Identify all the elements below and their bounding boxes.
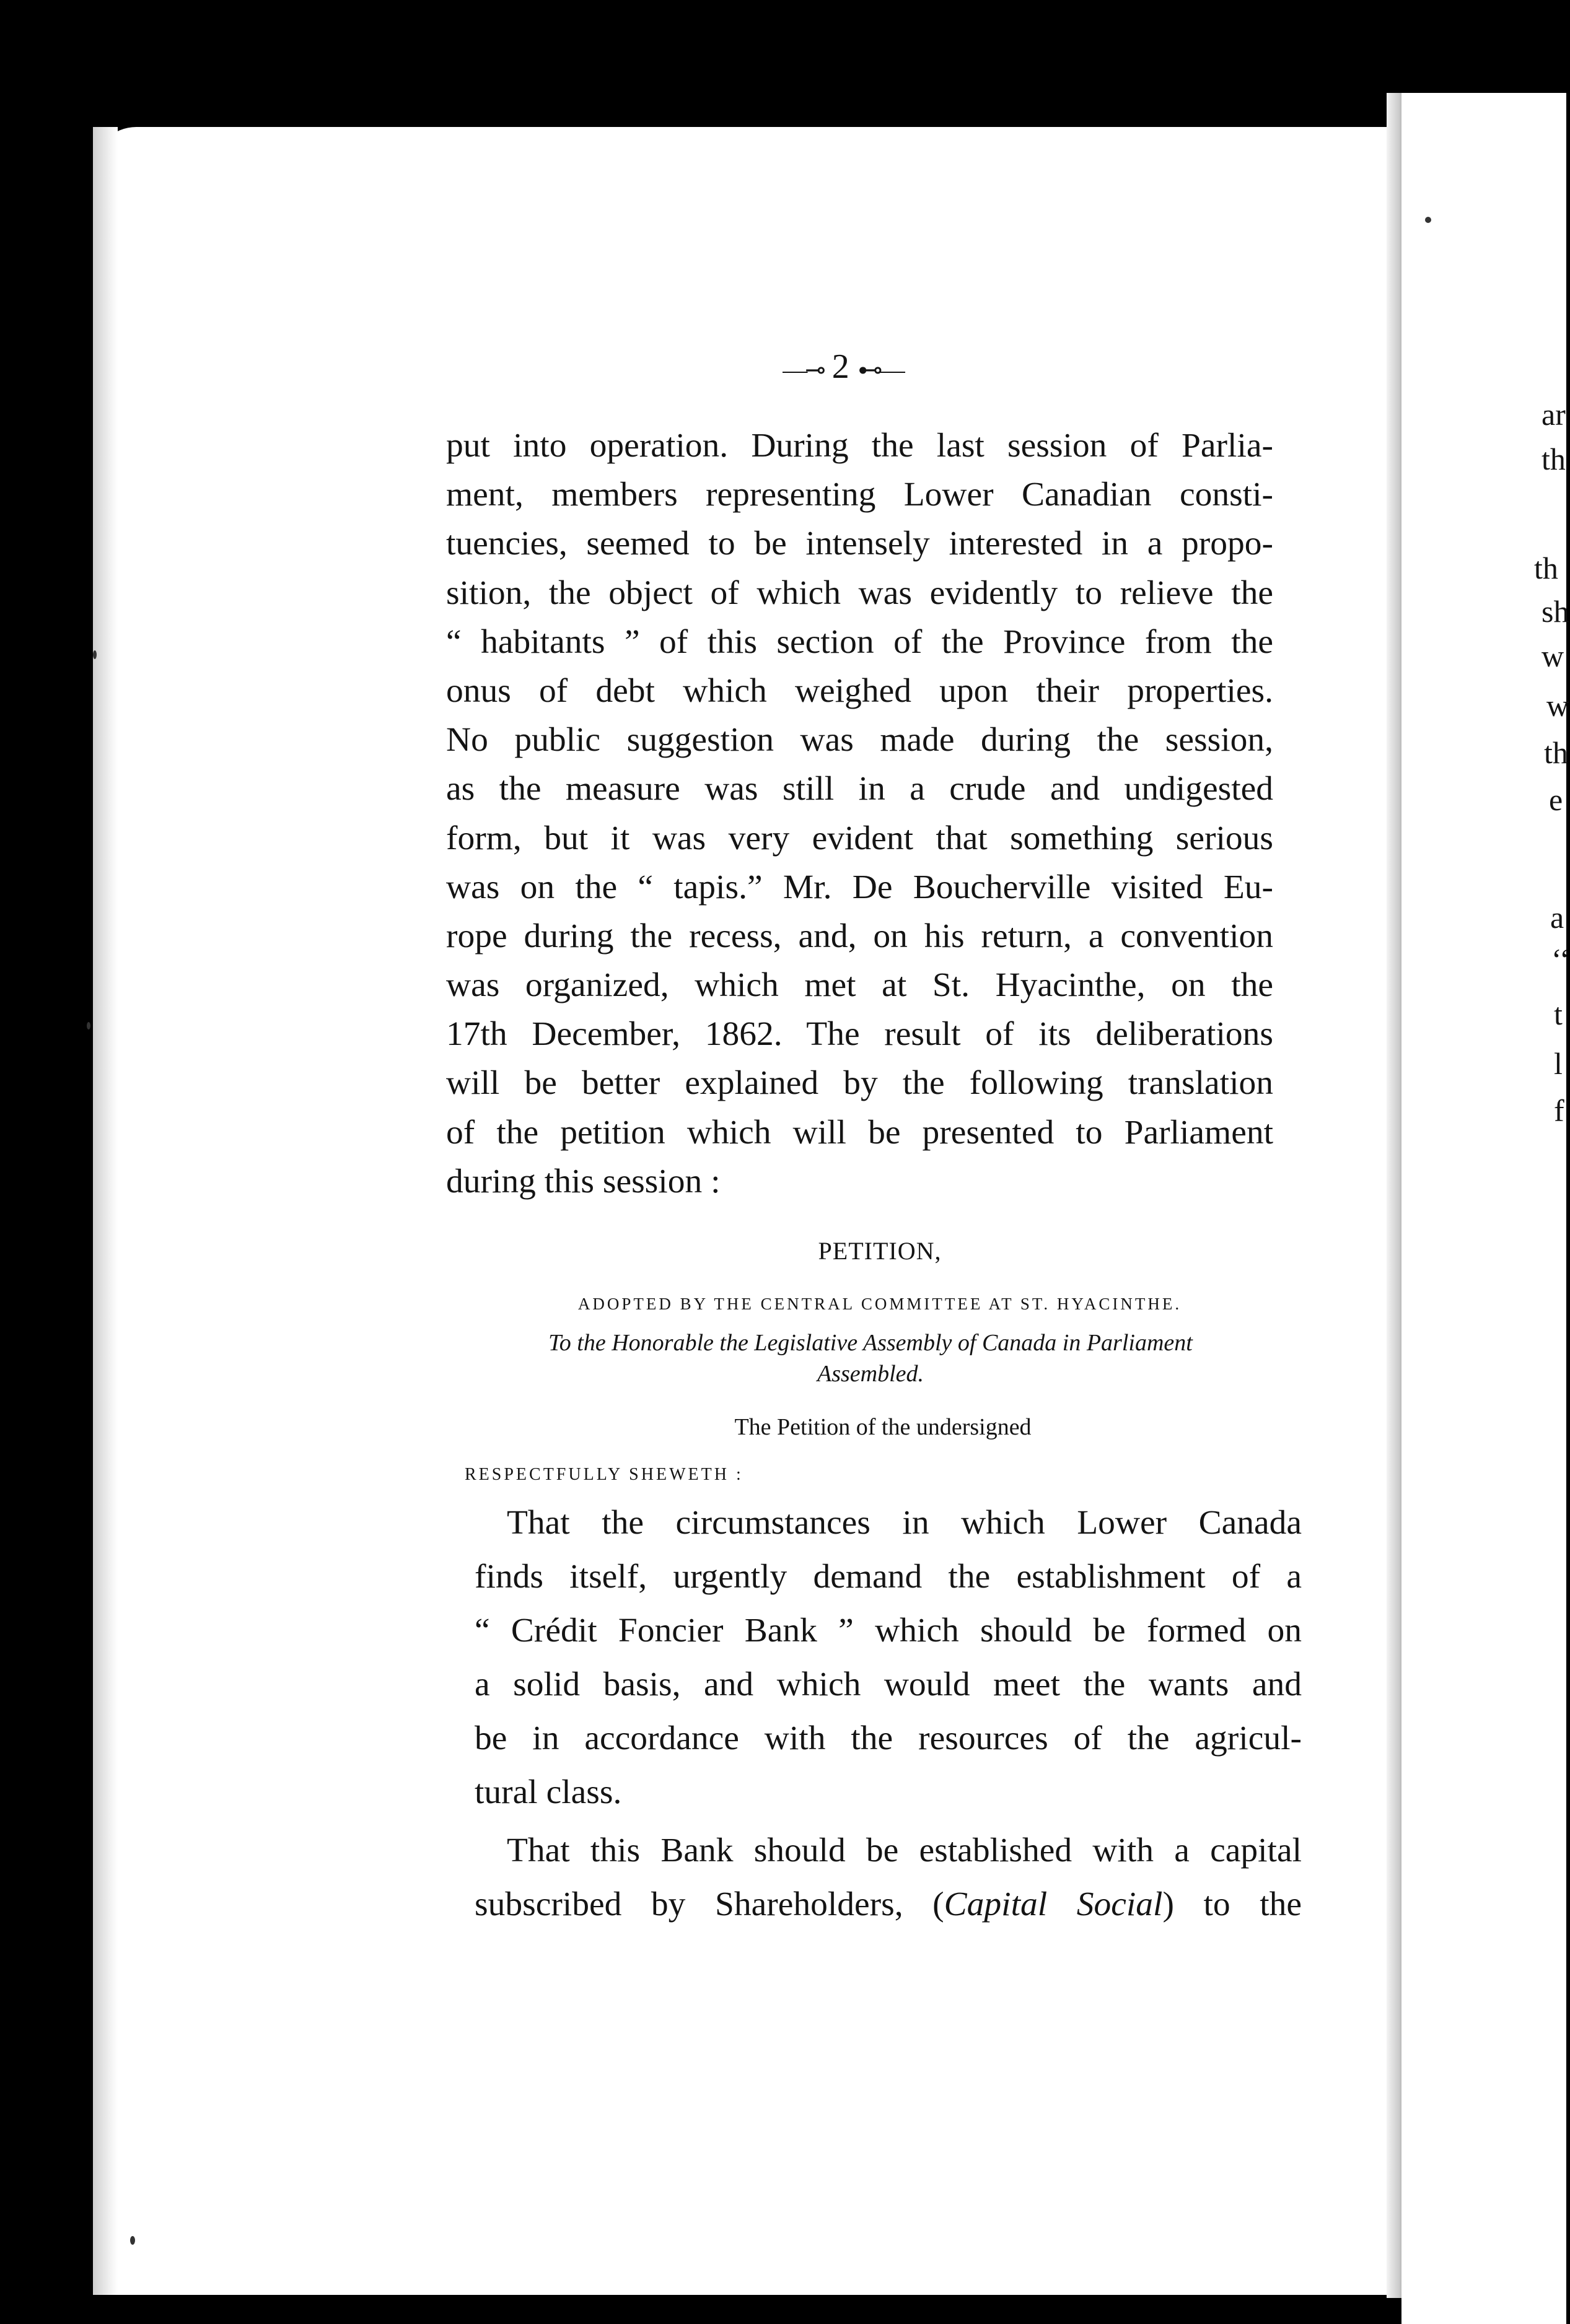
next-page-fragment: th — [1541, 442, 1566, 476]
scan-speck — [93, 650, 97, 659]
petition-of-undersigned: The Petition of the undersigned — [734, 1414, 1032, 1440]
petition-line: finds itself, urgently demand the establishment of a — [475, 1558, 1302, 1596]
petition-line: That the circumstances in which Lower Canada — [507, 1504, 1302, 1542]
respectfully-sheweth: RESPECTFULLY SHEWETH : — [465, 1465, 743, 1484]
petition-line: tural class. — [475, 1773, 622, 1811]
petition-title: PETITION, — [818, 1237, 942, 1265]
petition-line: That this Bank should be established with a capital — [507, 1832, 1302, 1869]
body-line: 17th December, 1862. The result of its deliberations — [446, 1015, 1273, 1054]
body-line: rope during the recess, and, on his return, a convention — [446, 917, 1273, 955]
body-line: form, but it was very evident that something serious — [446, 819, 1273, 857]
body-line: during this session : — [446, 1162, 721, 1200]
right-ornament-icon: ⊷— — [857, 356, 903, 384]
next-page-fragment: l — [1554, 1046, 1563, 1081]
next-page-fragment: ar — [1541, 397, 1566, 432]
page-number-text: 2 — [831, 347, 849, 386]
body-line: will be better explained by the following translation — [446, 1064, 1273, 1103]
body-line: was organized, which met at St. Hyacinthe, on the — [446, 966, 1273, 1005]
body-line: as the measure was still in a crude and undigested — [446, 770, 1273, 808]
scan-speck — [87, 1022, 90, 1029]
next-page-fragment: th — [1534, 551, 1558, 585]
petition-line-text: ) to the — [1162, 1885, 1302, 1923]
left-ornament-icon: —⊸ — [783, 356, 823, 384]
body-line: of the petition which will be presented to Parliament — [446, 1113, 1273, 1151]
petition-address-line: Assembled. — [817, 1361, 924, 1387]
body-line: tuencies, seemed to be intensely interested in a propo- — [446, 525, 1273, 563]
next-page-fragment: a — [1550, 900, 1564, 935]
capital-social-italic: Capital Social — [944, 1885, 1163, 1923]
scan-speck — [130, 2236, 135, 2245]
next-page-fragment: ‘‘ — [1551, 942, 1570, 977]
body-line: “ habitants ” of this section of the Province from the — [446, 622, 1273, 661]
next-page-fragment: t — [1554, 997, 1563, 1031]
body-paragraph — [446, 421, 1273, 1206]
next-page-fragment: w — [1546, 688, 1569, 723]
body-line: No public suggestion was made during the session, — [446, 721, 1273, 759]
petition-line — [475, 1877, 1302, 1931]
petition-address — [483, 1327, 1258, 1389]
petition-line: a solid basis, and which would meet the wants and — [475, 1666, 1302, 1703]
body-line: sition, the object of which was evidently to relieve the — [446, 574, 1273, 612]
next-page-fragment: f — [1554, 1093, 1564, 1128]
petition-adopted-by: ADOPTED BY THE CENTRAL COMMITTEE AT ST. HYACINTHE. — [577, 1295, 1182, 1313]
next-page-fragment: th — [1544, 735, 1568, 770]
petition-paragraph-2 — [475, 1824, 1302, 1931]
petition-line: be in accordance with the resources of the agricul- — [475, 1719, 1302, 1757]
body-line: ment, members representing Lower Canadian consti- — [446, 476, 1273, 514]
petition-body — [475, 1496, 1302, 1931]
page-number — [762, 347, 923, 387]
next-page-fragment: w — [1541, 639, 1564, 673]
body-line: onus of debt which weighed upon their properties. — [446, 671, 1273, 710]
next-page-fragment: e — [1549, 782, 1563, 817]
body-line: was on the “ tapis.” Mr. De Boucherville visited Eu- — [446, 868, 1273, 906]
body-line: put into operation. During the last session of Parlia- — [446, 427, 1273, 465]
petition-address-line: To the Honorable the Legislative Assembly of Canada in Parliament — [548, 1330, 1193, 1356]
petition-line: “ Crédit Foncier Bank ” which should be formed on — [475, 1612, 1302, 1649]
petition-line-text: subscribed by Shareholders, ( — [475, 1885, 944, 1923]
next-page-fragment: sh — [1541, 594, 1569, 629]
scan-speck — [1425, 217, 1431, 223]
